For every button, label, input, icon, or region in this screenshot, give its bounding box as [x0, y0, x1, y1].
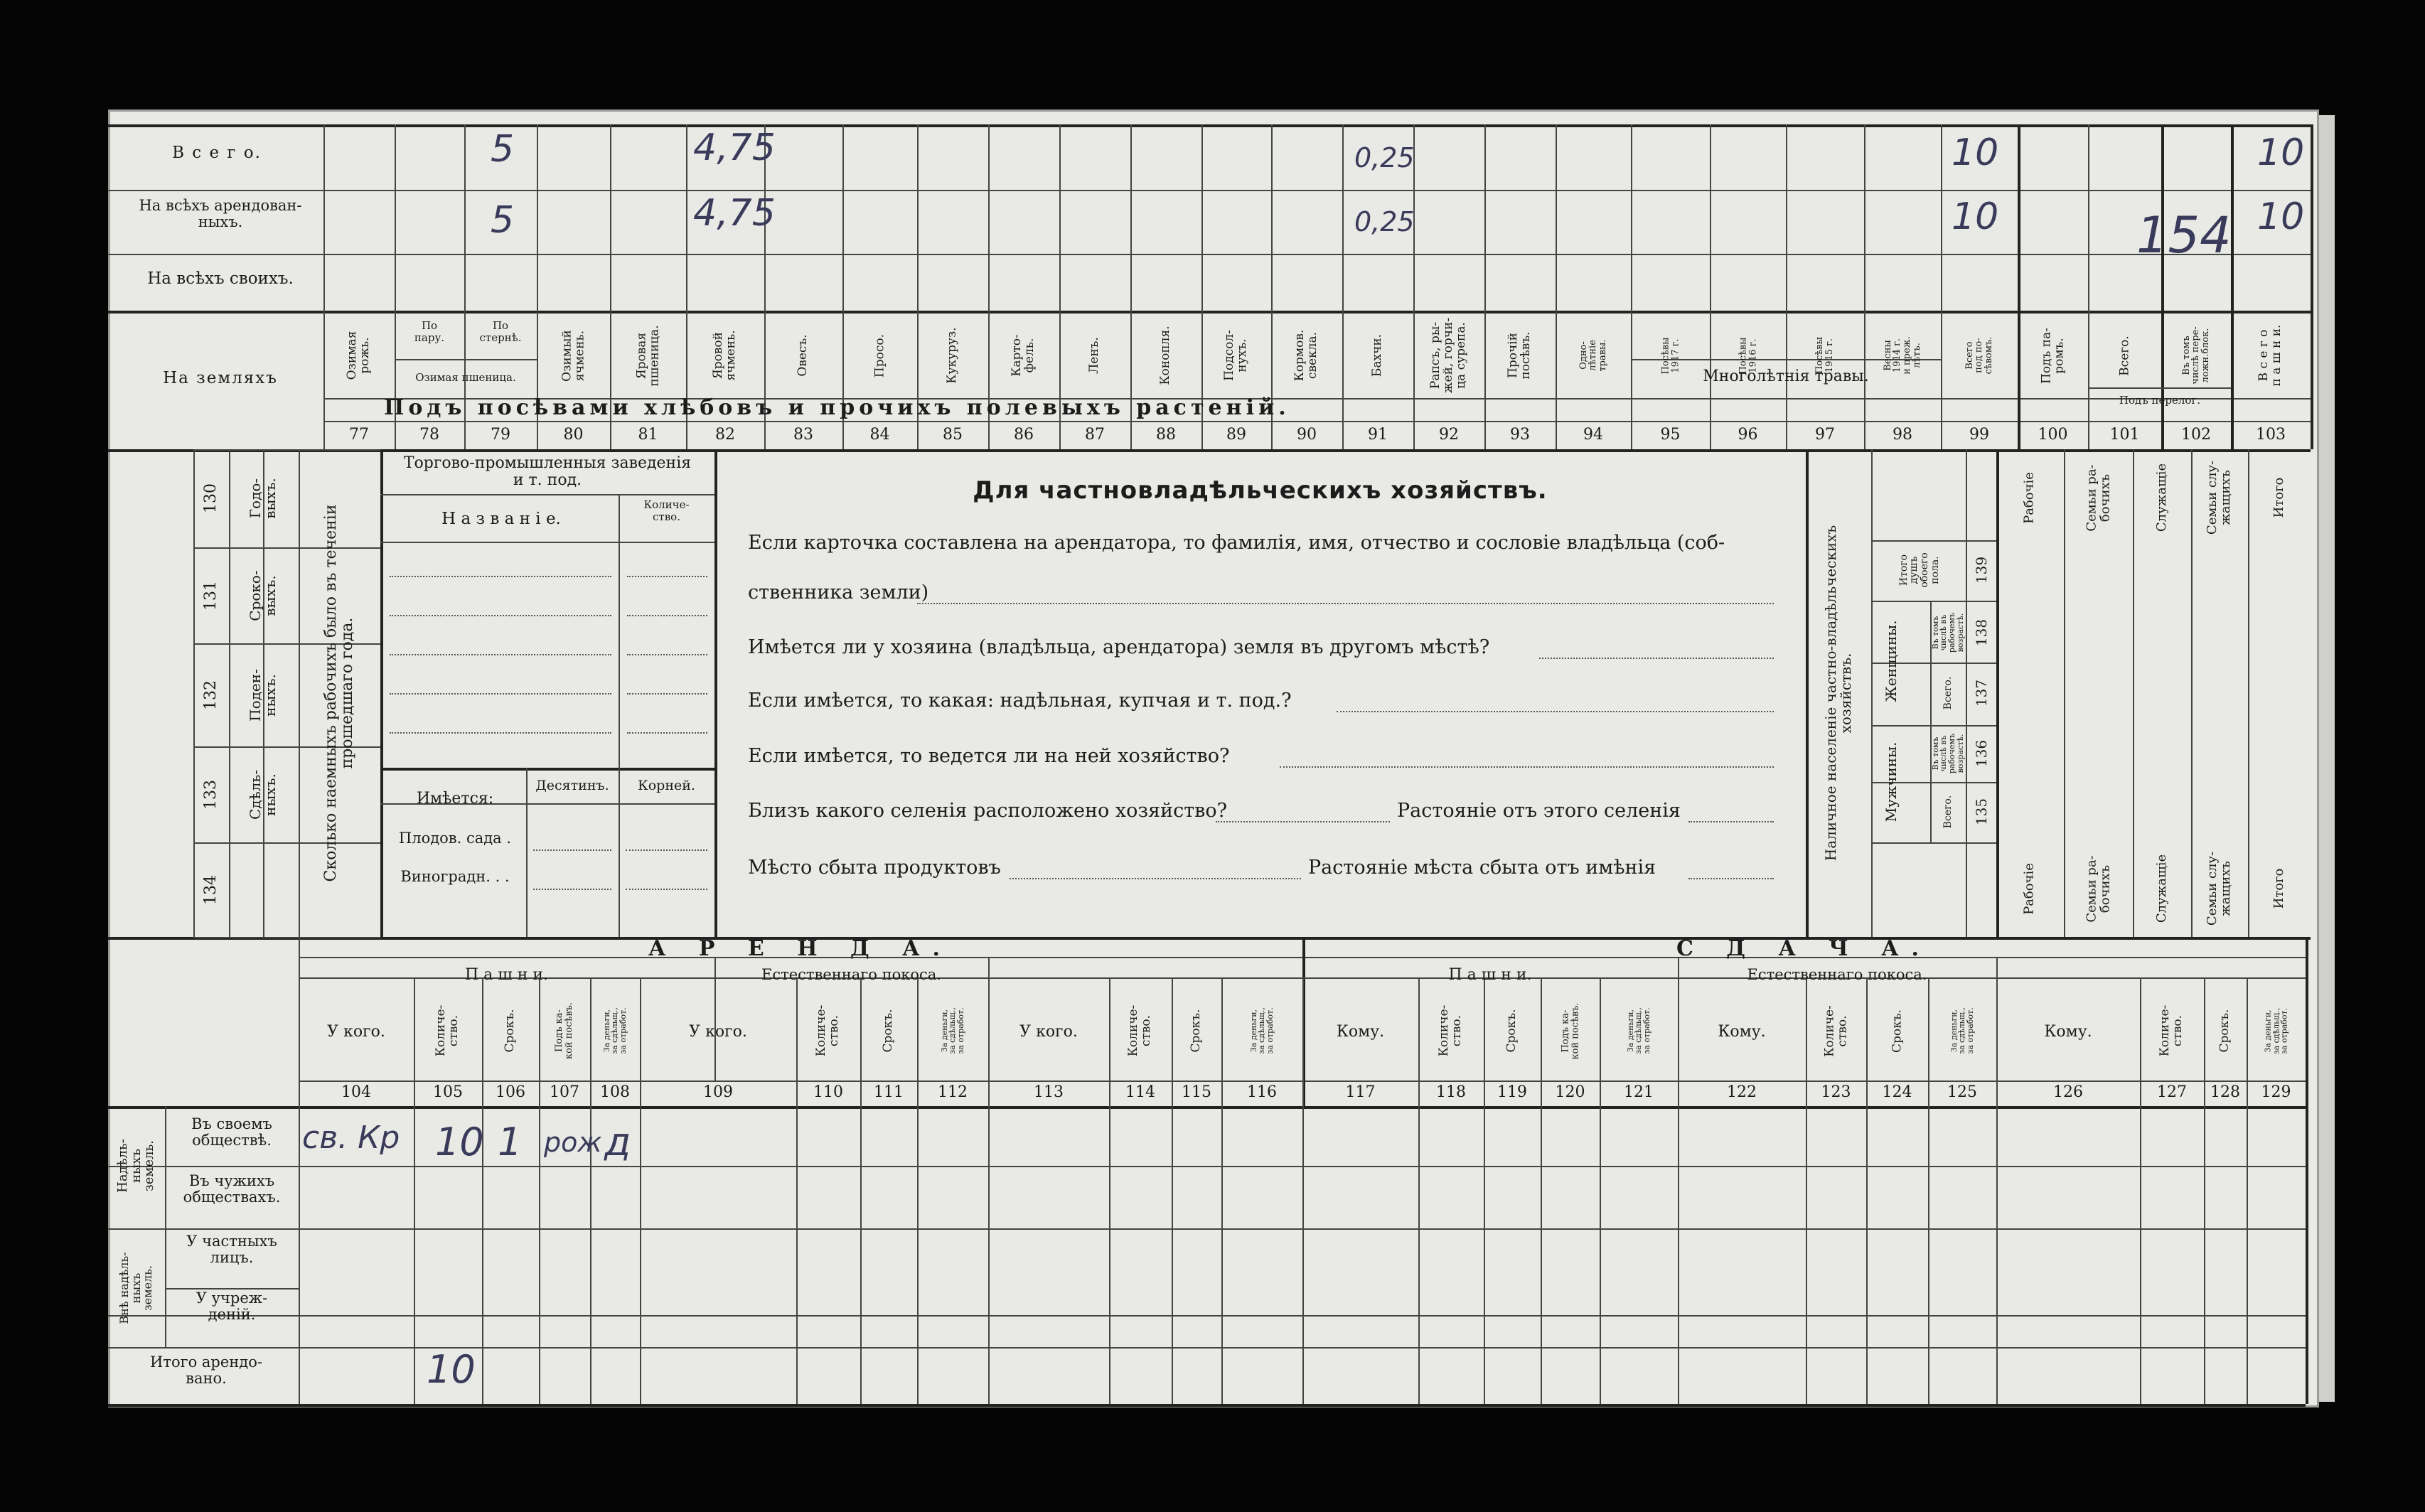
bottom-col-109: У кого.	[689, 1023, 747, 1041]
row-uchrezhdeniy: У учреж- деній.	[196, 1290, 268, 1324]
bottom-col-num-127: 127	[2157, 1083, 2187, 1101]
worker-num-133: 133	[202, 779, 220, 810]
crop-header-97: Посѣвы 1915 г.	[1814, 337, 1835, 374]
column-number-78: 78	[419, 426, 439, 444]
bottom-col-num-110: 110	[813, 1083, 843, 1101]
bottom-col-126: Кому.	[2044, 1023, 2092, 1041]
bottom-col-107: Подъ ка- кой посѣвъ.	[554, 1002, 574, 1060]
bottom-col-122: Кому.	[1718, 1023, 1766, 1041]
population-col-bottom-0: Рабочіе	[2021, 862, 2037, 915]
men-label: Мужчины.	[1882, 741, 1900, 822]
column-number-92: 92	[1439, 426, 1459, 444]
question-farm-run: Если имѣется, то ведется ли на ней хозяйство?	[748, 745, 1230, 767]
bottom-col-104: У кого.	[327, 1023, 385, 1041]
column-number-77: 77	[349, 426, 369, 444]
column-number-93: 93	[1510, 426, 1530, 444]
crop-header-83: Овесъ.	[796, 334, 810, 377]
hw-r2-col99[interactable]: 10	[1952, 195, 1999, 238]
population-col-top-2: Служащіе	[2153, 463, 2169, 532]
v-rule	[1556, 124, 1557, 449]
h-rule	[380, 494, 714, 495]
bottom-col-110: Количе- ство.	[814, 1004, 841, 1057]
question-other-land: Имѣется ли у хозяина (владѣльца, арендатора) земля въ другомъ мѣстѣ?	[748, 636, 1490, 658]
vineyard-label: Виноградн. . .	[400, 868, 510, 885]
census-card-sheet	[108, 109, 2319, 1408]
bottom-col-num-124: 124	[1882, 1083, 1912, 1101]
bottom-col-112: За деньги, за сдѣльщ., за отработ.	[939, 1007, 965, 1054]
column-number-99: 99	[1969, 426, 1989, 444]
hired-workers-caption: Сколько наемныхъ рабочихъ было въ теченіи прошедшаго года.	[321, 504, 356, 882]
sdacha-pokos: Естественнаго покоса.	[1747, 966, 1927, 983]
h-rule	[380, 542, 714, 543]
column-number-101: 101	[2109, 426, 2140, 444]
desyatin-header: Десятинъ.	[535, 778, 609, 793]
h-rule	[108, 124, 2311, 127]
column-number-96: 96	[1738, 426, 1758, 444]
population-col-bottom-4: Итого	[2271, 868, 2286, 909]
column-number-83: 83	[793, 426, 813, 444]
fill-in-line[interactable]	[1688, 821, 1774, 822]
total-souls-label: Итого душъ обоего пола.	[1897, 552, 1941, 588]
bottom-col-num-121: 121	[1624, 1083, 1654, 1101]
fill-in-line[interactable]	[627, 615, 707, 616]
v-rule	[640, 977, 641, 1404]
bottom-col-num-111: 111	[874, 1083, 904, 1101]
hw-arenda-posev[interactable]: рож	[544, 1127, 602, 1158]
question-distance-village: Растояніе отъ этого селенія	[1397, 800, 1681, 822]
h-rule	[108, 1106, 2306, 1109]
v-rule	[1678, 977, 1679, 1404]
bottom-col-127: Количе- ство.	[2158, 1004, 2185, 1057]
crop-header-93: Прочій посѣвъ.	[1506, 331, 1533, 380]
col-num-136: 136	[1972, 739, 1990, 768]
sdacha-pashni: П а ш н и.	[1448, 966, 1532, 984]
v-rule	[1996, 977, 1998, 1404]
question-market: Мѣсто сбыта продуктовъ	[748, 857, 1001, 879]
row-label-svoikh: На всѣхъ своихъ.	[147, 269, 294, 288]
hw-margin-154[interactable]: 154	[2136, 206, 2232, 264]
crop-header-96: Посѣвы 1916 г.	[1737, 337, 1758, 374]
women-total-label: Всего.	[1942, 676, 1954, 710]
fill-in-line[interactable]	[1688, 878, 1774, 879]
v-rule	[299, 937, 300, 1404]
column-number-100: 100	[2038, 426, 2068, 444]
v-rule	[1631, 124, 1632, 449]
fill-in-line[interactable]	[1216, 821, 1390, 822]
hw-r1-col99[interactable]: 10	[1952, 132, 1999, 174]
v-rule	[323, 124, 325, 449]
nadel-label: Надѣль- ныхъ земель.	[114, 1139, 157, 1193]
column-number-94: 94	[1583, 426, 1603, 444]
group-label-mnogoletnie: Многолѣтнія травы.	[1703, 368, 1869, 385]
bottom-col-num-107: 107	[550, 1083, 579, 1101]
hw-r1-col91[interactable]: 0,25	[1354, 142, 1415, 173]
worker-type-133: Сдѣль- ныхъ.	[247, 769, 279, 820]
row-label-vsego: В с е г о.	[172, 144, 262, 162]
page-edge	[2319, 115, 2335, 1402]
column-number-80: 80	[563, 426, 584, 444]
crop-header-92: Рапсъ, ры- жей, горчи- ца сурепа.	[1428, 317, 1468, 394]
col-num-137: 137	[1972, 679, 1990, 707]
column-number-98: 98	[1893, 426, 1912, 444]
hw-r2-col103[interactable]: 10	[2257, 195, 2305, 238]
arenda-pokos: Естественнаго покоса.	[761, 966, 941, 983]
v-rule	[714, 449, 717, 937]
h-rule	[193, 449, 380, 451]
vne-nadel-label: Внѣ надѣль- ныхъ земель.	[117, 1252, 155, 1324]
worker-num-130: 130	[202, 483, 220, 513]
worker-type-131: Сроко- выхъ.	[247, 569, 279, 621]
group-label-ozimaya: Озимая пшеница.	[415, 371, 516, 384]
fill-in-line[interactable]	[1280, 766, 1774, 768]
bottom-col-129: За деньги, за сдѣльщ., за отработ.	[2263, 1007, 2289, 1054]
bottom-col-num-117: 117	[1345, 1083, 1376, 1101]
row-label-na-zemlyakh: На земляхъ	[163, 369, 278, 387]
fill-in-line[interactable]	[1010, 878, 1301, 879]
column-number-87: 87	[1085, 426, 1105, 444]
crop-header-79: По стернѣ.	[479, 319, 522, 344]
v-rule	[619, 494, 620, 768]
crop-header-85: Кукуруз.	[945, 327, 960, 384]
column-number-79: 79	[491, 426, 510, 444]
v-rule	[1941, 124, 1942, 449]
question-land-type: Если имѣется, то какая: надѣльная, купчая и т. под.?	[748, 690, 1292, 712]
trade-title: Торгово-промышленныя заведенія и т. под.	[403, 454, 692, 490]
v-rule	[229, 449, 230, 937]
column-number-86: 86	[1014, 426, 1034, 444]
hw-arenda-kolichestvo[interactable]: 10	[435, 1120, 484, 1164]
h-rule	[1871, 842, 1996, 844]
fill-in-line[interactable]	[627, 576, 707, 577]
crop-header-102: Въ томъ числѣ пере- ложн.блок.	[2180, 326, 2211, 385]
fill-in-line[interactable]	[390, 654, 611, 655]
fill-in-line[interactable]	[390, 732, 611, 734]
fill-in-line[interactable]	[1539, 658, 1774, 659]
bottom-col-120: Подъ ка- кой посѣвъ.	[1559, 1002, 1580, 1060]
bottom-col-num-109: 109	[703, 1083, 733, 1101]
bottom-col-num-104: 104	[341, 1083, 371, 1101]
fill-in-line[interactable]	[627, 654, 707, 655]
h-rule	[323, 421, 2311, 422]
question-near-village: Близъ какого селенія расположено хозяйство?	[748, 800, 1228, 822]
h-rule	[380, 768, 714, 771]
bottom-col-106: Срокъ.	[503, 1009, 518, 1053]
sdacha-title: С Д А Ч А.	[1676, 936, 1932, 961]
column-number-84: 84	[869, 426, 890, 444]
question-owner: Если карточка составлена на арендатора, то фамилія, имя, отчество и сословіе владѣльца (соб-	[748, 532, 1725, 554]
hw-itogo-kolichestvo[interactable]: 10	[427, 1347, 476, 1392]
bottom-col-108: За деньги, за сдѣльщ., за отработ.	[601, 1007, 628, 1054]
fill-in-line[interactable]	[627, 732, 707, 734]
row-itogo-arendovano: Итого арендо- вано.	[150, 1353, 262, 1388]
bottom-col-115: Срокъ.	[1189, 1009, 1204, 1053]
column-number-97: 97	[1815, 426, 1835, 444]
bottom-col-num-119: 119	[1497, 1083, 1527, 1101]
bottom-col-num-125: 125	[1947, 1083, 1977, 1101]
fill-in-line[interactable]	[917, 603, 1774, 604]
crop-header-78: По пару.	[414, 319, 445, 344]
bottom-col-num-122: 122	[1727, 1083, 1757, 1101]
group-label-posevy: Подъ посѣвами хлѣбовъ и прочихъ полевыхъ растеній.	[384, 395, 1290, 420]
crop-header-84: Просо.	[872, 333, 887, 377]
population-col-top-0: Рабочіе	[2021, 471, 2037, 524]
bottom-col-num-105: 105	[433, 1083, 463, 1101]
v-rule	[2311, 124, 2313, 449]
fill-in-line[interactable]	[627, 693, 707, 695]
crop-header-98: Весны 1914 г. и преж. лѣтъ.	[1882, 336, 1922, 375]
hw-r1-col103[interactable]: 10	[2257, 132, 2305, 174]
crop-header-89: Подсол- нухъ.	[1222, 330, 1249, 381]
worker-num-132: 132	[202, 680, 220, 710]
bottom-col-num-113: 113	[1034, 1083, 1064, 1101]
h-rule	[108, 449, 2311, 452]
arenda-pashni: П а ш н и.	[464, 966, 549, 984]
fill-in-line[interactable]	[626, 889, 707, 890]
group-label-perelog: Подъ перелог.	[2119, 394, 2201, 407]
h-rule	[108, 1166, 2306, 1167]
crop-header-91: Бахчи.	[1370, 333, 1385, 377]
column-number-89: 89	[1226, 426, 1246, 444]
crop-header-95: Посѣвы 1917 г.	[1659, 337, 1681, 374]
hw-arenda-kto[interactable]: св. Кр	[302, 1120, 400, 1156]
bottom-col-118: Количе- ство.	[1437, 1004, 1464, 1057]
row-label-arendovannykh: На всѣхъ арендован- ныхъ.	[139, 197, 302, 231]
column-number-82: 82	[715, 426, 735, 444]
crop-header-77: Озимая рожь.	[345, 331, 372, 380]
population-caption: Наличное населеніе частно-владѣльческихъ хозяйствъ.	[1822, 525, 1854, 862]
h-rule	[395, 359, 537, 360]
fill-in-line[interactable]	[390, 576, 611, 577]
row-chuzhikh-obshchestvakh: Въ чужихъ обществахъ.	[183, 1172, 281, 1206]
worker-num-131: 131	[202, 580, 220, 611]
bottom-col-125: За деньги, за сдѣльщ., за отработ.	[1949, 1007, 1975, 1054]
bottom-col-128: Срокъ.	[2217, 1009, 2232, 1053]
women-label: Женщины.	[1882, 620, 1900, 702]
hw-r1-col82[interactable]: 4,75	[693, 127, 776, 169]
bottom-col-num-108: 108	[600, 1083, 630, 1101]
trade-qty-header: Количе- ство.	[643, 498, 690, 523]
v-rule	[1302, 977, 1304, 1404]
population-col-top-1: Семьи ра- бочихъ	[2084, 463, 2112, 532]
korney-header: Корней.	[638, 778, 695, 793]
bottom-col-num-128: 128	[2210, 1083, 2240, 1101]
bottom-col-111: Срокъ.	[881, 1009, 896, 1053]
bottom-col-num-112: 112	[938, 1083, 968, 1101]
column-number-91: 91	[1368, 426, 1388, 444]
hw-arenda-srok[interactable]: 1	[498, 1120, 523, 1164]
trade-name-header: Н а з в а н і е.	[441, 510, 561, 528]
column-number-103: 103	[2256, 426, 2286, 444]
bottom-col-119: Срокъ.	[1504, 1009, 1519, 1053]
h-rule	[108, 1404, 2306, 1407]
men-working-age-label: Въ томъ числѣ въ рабочемъ возрастѣ.	[1930, 733, 1965, 774]
arenda-title: А Р Е Н Д А.	[648, 936, 953, 961]
crop-header-80: Озимый ячмень.	[559, 329, 587, 382]
v-rule	[1786, 124, 1787, 449]
row-svoem-obshchestve: Въ своемъ обществѣ.	[191, 1115, 272, 1149]
v-rule	[2018, 124, 2020, 449]
column-number-95: 95	[1660, 426, 1681, 444]
question-distance-market: Растояніе мѣста сбыта отъ имѣнія	[1308, 857, 1656, 879]
crop-header-101: Всего.	[2116, 335, 2131, 376]
fill-in-line[interactable]	[1337, 711, 1774, 712]
bottom-col-num-116: 116	[1247, 1083, 1277, 1101]
v-rule	[988, 977, 990, 1404]
population-col-bottom-3: Семьи слу- жащихъ	[2205, 851, 2233, 926]
column-number-85: 85	[943, 426, 963, 444]
column-number-102: 102	[2181, 426, 2211, 444]
fill-in-line[interactable]	[533, 849, 611, 851]
h-rule	[108, 190, 2311, 191]
bottom-col-113: У кого.	[1019, 1023, 1078, 1041]
hw-r2-col91[interactable]: 0,25	[1354, 206, 1415, 237]
men-total-label: Всего.	[1942, 795, 1954, 829]
worker-num-134: 134	[202, 874, 220, 905]
col-num-139: 139	[1972, 556, 1990, 584]
v-rule	[1864, 124, 1865, 449]
v-rule	[1710, 124, 1711, 449]
col-num-135: 135	[1972, 798, 1990, 826]
bottom-col-116: За деньги, за сдѣльщ., за отработ.	[1248, 1007, 1275, 1054]
women-working-age-label: Въ томъ числѣ въ рабочемъ возрастѣ.	[1930, 612, 1965, 653]
hw-r1-col78[interactable]: 5	[491, 128, 515, 171]
crop-header-90: Кормов. свекла.	[1292, 329, 1319, 382]
worker-type-132: Поден- ныхъ.	[247, 668, 279, 722]
crop-header-86: Карто- фель.	[1010, 334, 1037, 377]
crop-header-88: Конопля.	[1158, 326, 1173, 385]
population-col-bottom-1: Семьи ра- бочихъ	[2084, 854, 2112, 923]
bottom-col-num-120: 120	[1555, 1083, 1585, 1101]
bottom-col-114: Количе- ство.	[1126, 1004, 1153, 1057]
bottom-col-121: За деньги, за сдѣльщ., за отработ.	[1625, 1007, 1652, 1054]
crop-header-103: В с е г о п а ш н и.	[2257, 324, 2284, 387]
bottom-col-num-115: 115	[1182, 1083, 1211, 1101]
crop-header-94: Одно- лѣтніе травы.	[1578, 339, 1608, 372]
bottom-col-num-129: 129	[2261, 1083, 2291, 1101]
fill-in-line[interactable]	[533, 889, 611, 890]
fill-in-line[interactable]	[390, 693, 611, 695]
crop-header-87: Ленъ.	[1087, 337, 1102, 374]
crop-header-99: Всего под по- сѣвомъ.	[1964, 336, 1994, 375]
h-rule	[108, 254, 2311, 255]
bottom-col-num-106: 106	[496, 1083, 525, 1101]
h-rule	[108, 1315, 2306, 1317]
hw-r2-col78[interactable]: 5	[491, 199, 515, 242]
population-col-top-4: Итого	[2271, 477, 2286, 518]
h-rule	[108, 1228, 2306, 1230]
column-number-81: 81	[638, 426, 658, 444]
v-rule	[1342, 124, 1344, 449]
v-rule	[1484, 124, 1486, 449]
crop-header-100: Подъ па- ромъ.	[2038, 327, 2066, 384]
bottom-col-117: Кому.	[1336, 1023, 1385, 1041]
hw-arenda-oplata[interactable]: д	[604, 1120, 631, 1164]
column-number-88: 88	[1156, 426, 1176, 444]
crop-header-82: Яровой ячмень.	[711, 330, 738, 381]
v-rule	[2306, 937, 2308, 1404]
fill-in-line[interactable]	[626, 849, 707, 851]
population-col-bottom-2: Служащіе	[2153, 854, 2169, 923]
bottom-col-124: Срокъ.	[1889, 1009, 1904, 1053]
question-owner-cont: ственника земли)	[748, 581, 929, 604]
bottom-col-num-126: 126	[2053, 1083, 2083, 1101]
crop-header-81: Яровая пшеница.	[633, 324, 661, 387]
bottom-col-num-114: 114	[1125, 1083, 1155, 1101]
has-label: Имѣется:	[416, 790, 494, 808]
bottom-col-num-118: 118	[1436, 1083, 1466, 1101]
column-number-90: 90	[1297, 426, 1317, 444]
row-chastnykh-lits: У частныхъ лицъ.	[186, 1233, 277, 1267]
v-rule	[2231, 124, 2234, 449]
v-rule	[380, 449, 383, 937]
orchard-label: Плодов. сада .	[398, 830, 512, 847]
worker-type-130: Годо- выхъ.	[247, 478, 279, 519]
bottom-col-105: Количе- ство.	[434, 1004, 461, 1057]
fill-in-line[interactable]	[390, 615, 611, 616]
hw-r2-col82[interactable]: 4,75	[693, 192, 776, 235]
population-col-top-3: Семьи слу- жащихъ	[2205, 460, 2233, 535]
private-block-title: Для частновладѣльческихъ хозяйствъ.	[973, 476, 1548, 505]
v-rule	[1871, 449, 1873, 937]
col-num-138: 138	[1972, 618, 1990, 647]
bottom-col-num-123: 123	[1821, 1083, 1851, 1101]
bottom-col-123: Количе- ство.	[1821, 1004, 1849, 1057]
